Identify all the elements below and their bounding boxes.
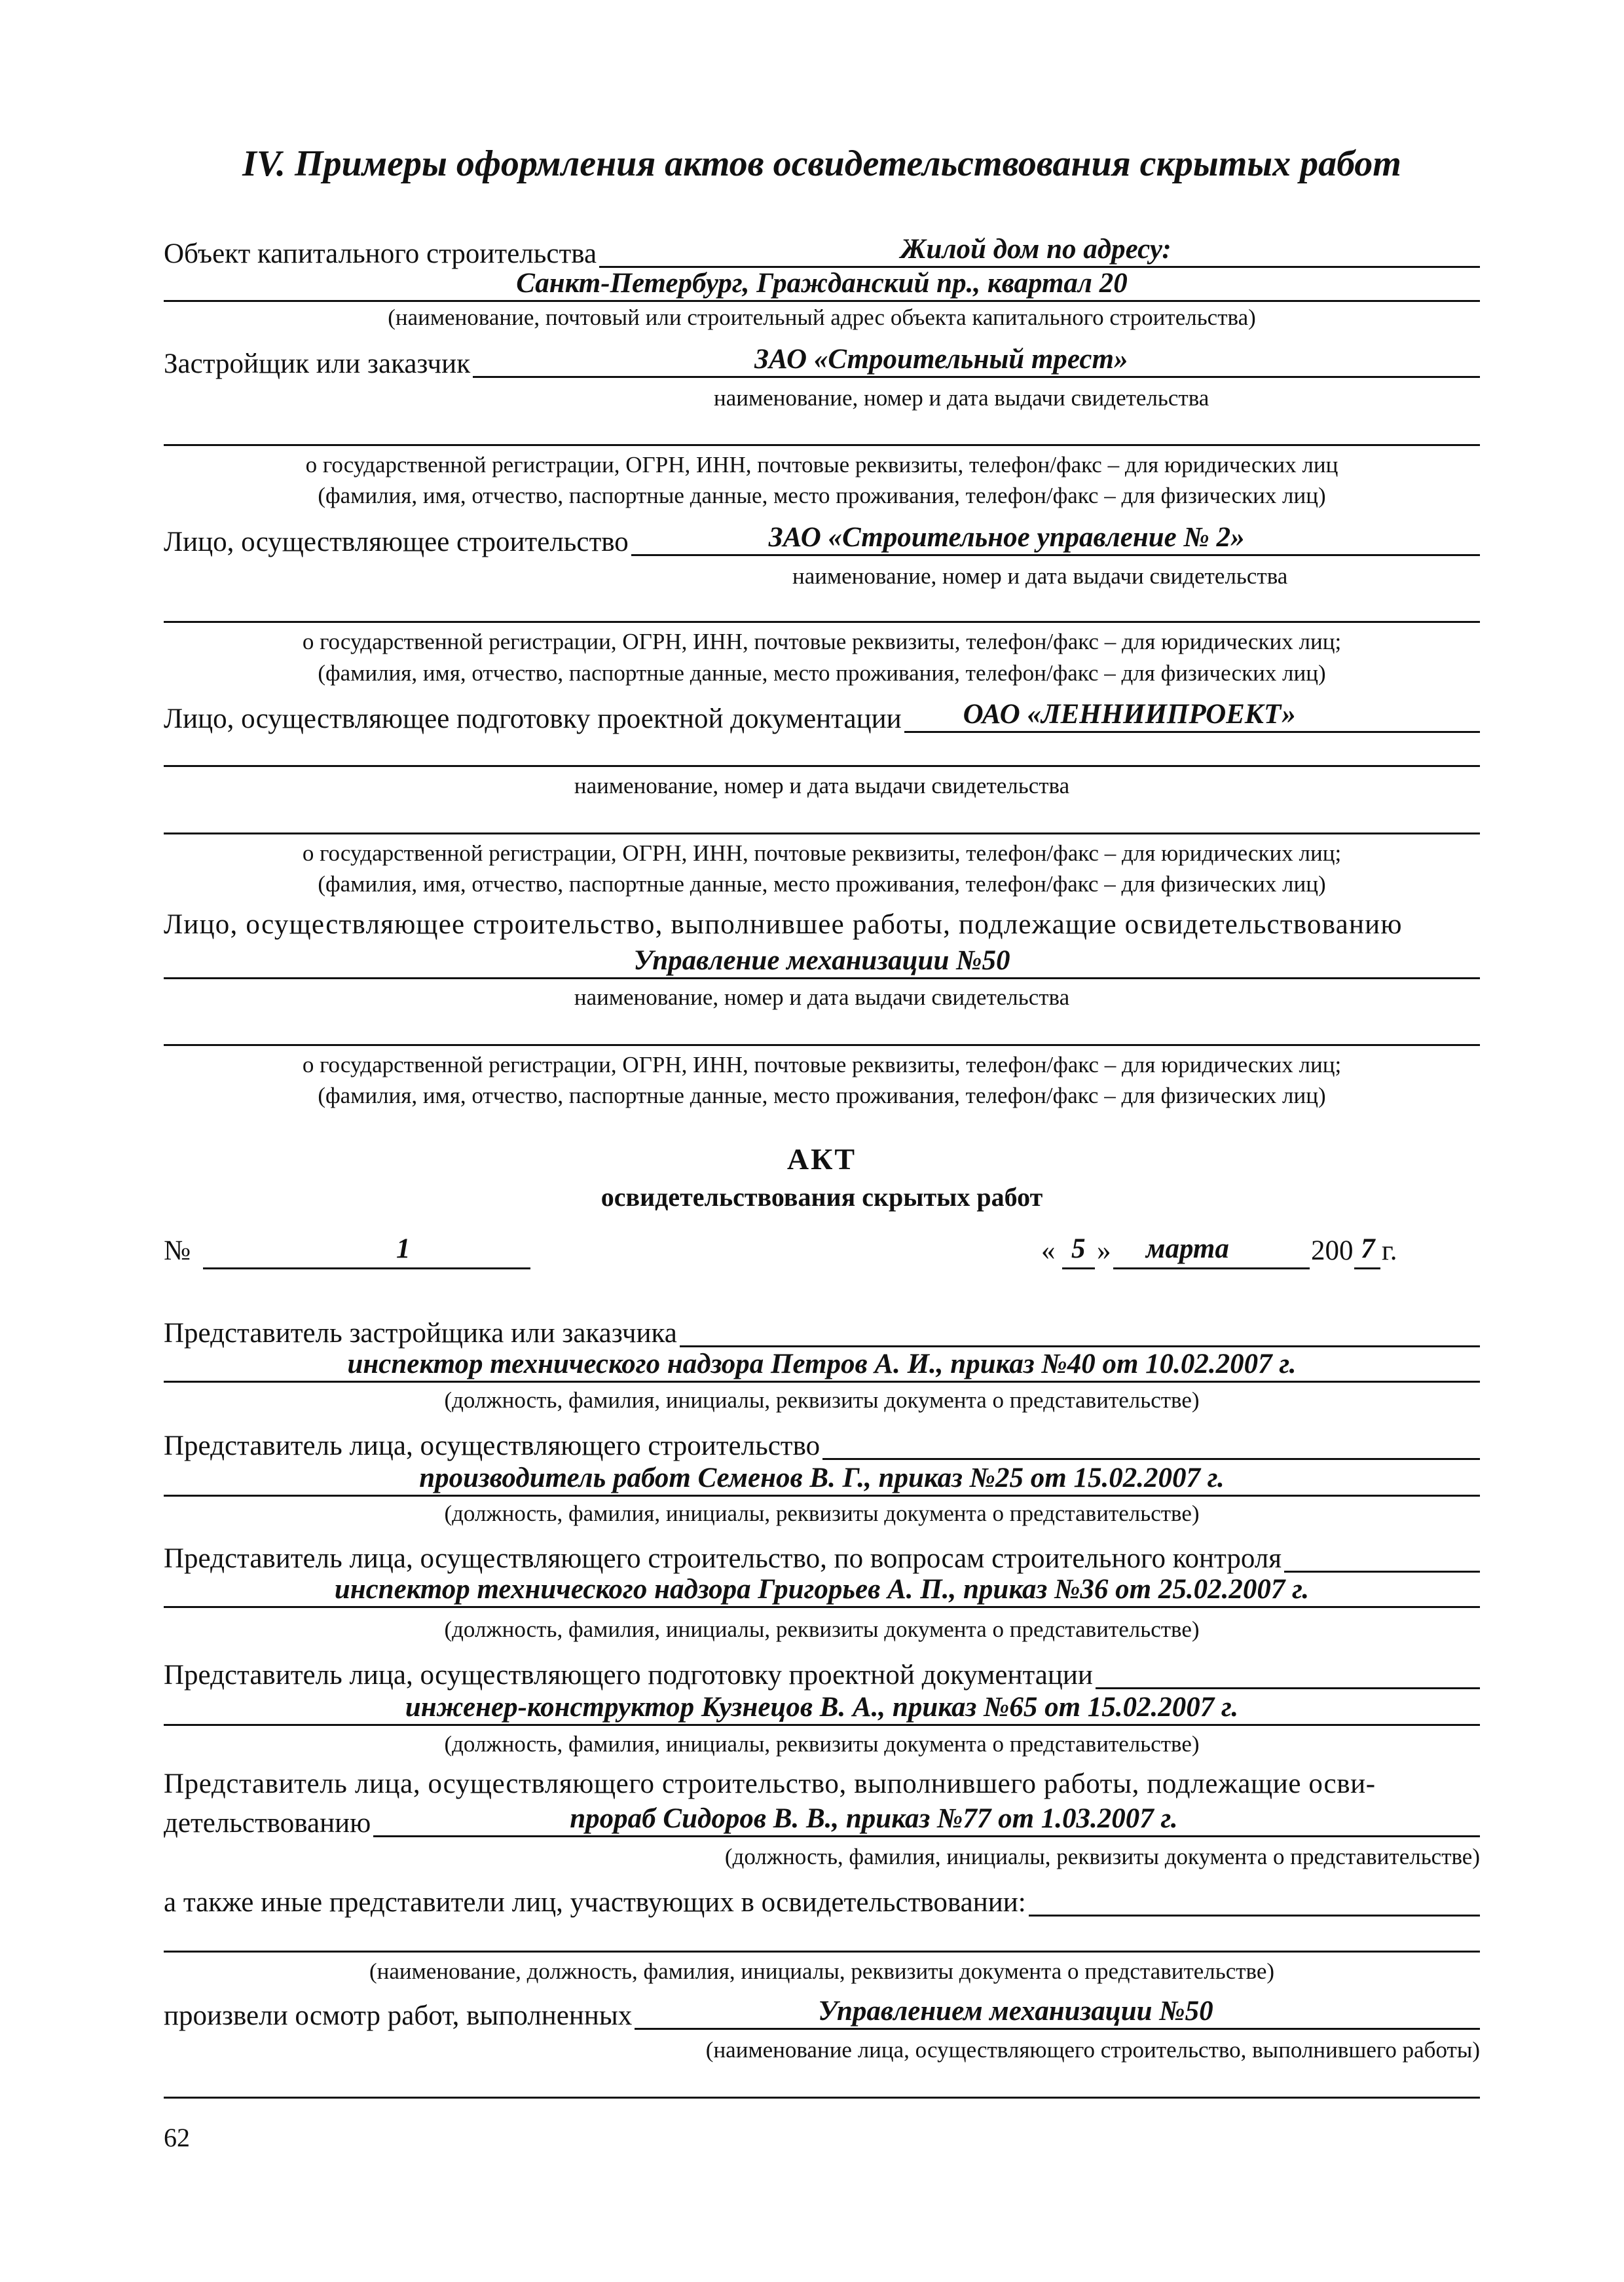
act-month-value: марта bbox=[1146, 1233, 1229, 1264]
others-field[interactable] bbox=[1029, 1884, 1480, 1917]
rep1-caption: (должность, фамилия, инициалы, реквизиты документа о представительстве) bbox=[444, 1387, 1200, 1413]
performer-value-row bbox=[164, 947, 1480, 979]
object-caption: (наименование, почтовый или строительный адрес объекта капитального строительства) bbox=[388, 305, 1256, 330]
performer-caption-legal: о государственной регистрации, ОГРН, ИНН, почтовые реквизиты, телефон/факс – для юридических лиц; bbox=[302, 1052, 1342, 1077]
designer-value: ОАО «ЛЕННИИПРОЕКТ» bbox=[963, 699, 1296, 730]
rep2-caption: (должность, фамилия, инициалы, реквизиты документа о представительстве) bbox=[444, 1501, 1200, 1526]
developer-caption-legal: о государственной регистрации, ОГРН, ИНН, почтовые реквизиты, телефон/факс – для юридических лиц bbox=[305, 452, 1338, 477]
rep3-value: инспектор технического надзора Григорьев А. П., приказ №36 от 25.02.2007 г. bbox=[334, 1574, 1310, 1605]
act-number-label: № bbox=[164, 1235, 191, 1266]
rep2-row bbox=[164, 1428, 1480, 1460]
rep1-value: инспектор технического надзора Петров А. И., приказ №40 от 10.02.2007 г. bbox=[347, 1349, 1297, 1379]
object-row-2 bbox=[164, 270, 1480, 302]
rep4-field-2[interactable] bbox=[164, 1694, 1480, 1726]
act-number-date-row bbox=[164, 1233, 1480, 1269]
rep3-value-row bbox=[164, 1576, 1480, 1608]
performer-row bbox=[164, 910, 1480, 939]
designer-blank-row-2 bbox=[164, 802, 1480, 834]
designer-label: Лицо, осуществляющее подготовку проектной документации bbox=[164, 703, 902, 734]
designer-caption-phys: (фамилия, имя, отчество, паспортные данные, место проживания, телефон/факс – для физических лиц) bbox=[318, 871, 1326, 897]
others-field-2[interactable] bbox=[164, 1920, 1480, 1953]
developer-row bbox=[164, 346, 1480, 378]
rep1-field-2[interactable] bbox=[164, 1351, 1480, 1383]
rep2-value: производитель работ Семенов В. Г., приказ №25 от 15.02.2007 г. bbox=[419, 1463, 1225, 1493]
rep2-field[interactable] bbox=[822, 1428, 1480, 1460]
rep4-value: инженер-конструктор Кузнецов В. А., приказ №65 от 15.02.2007 г. bbox=[405, 1692, 1239, 1723]
others-blank-row bbox=[164, 1920, 1480, 1953]
designer-caption-legal: о государственной регистрации, ОГРН, ИНН, почтовые реквизиты, телефон/факс – для юридических лиц; bbox=[302, 840, 1342, 866]
developer-label: Застройщик или заказчик bbox=[164, 348, 471, 379]
others-caption: (наименование, должность, фамилия, инициалы, реквизиты документа о представительстве) bbox=[369, 1958, 1275, 1984]
inspection-value: Управлением механизации №50 bbox=[818, 1996, 1213, 2027]
act-subheading: освидетельствования скрытых работ bbox=[600, 1182, 1043, 1212]
builder-value: ЗАО «Строительное управление № 2» bbox=[768, 522, 1245, 553]
rep3-field[interactable] bbox=[1284, 1541, 1480, 1573]
rep5-field[interactable] bbox=[373, 1805, 1480, 1837]
rep5-row-2 bbox=[164, 1805, 1480, 1837]
rep1-value-row bbox=[164, 1351, 1480, 1383]
act-date-quote-open: « bbox=[1041, 1235, 1056, 1266]
rep4-row bbox=[164, 1657, 1480, 1689]
rep3-caption: (должность, фамилия, инициалы, реквизиты документа о представительстве) bbox=[444, 1617, 1200, 1642]
rep4-caption: (должность, фамилия, инициалы, реквизиты документа о представительстве) bbox=[444, 1731, 1200, 1757]
rep3-field-2[interactable] bbox=[164, 1576, 1480, 1608]
rep5-label-a: Представитель лица, осуществляющего строительство, выполнившего работы, подлежащие осви- bbox=[164, 1768, 1376, 1799]
object-field-2[interactable] bbox=[164, 270, 1480, 302]
builder-label: Лицо, осуществляющее строительство bbox=[164, 527, 629, 557]
designer-field-2[interactable] bbox=[164, 735, 1480, 767]
performer-value: Управление механизации №50 bbox=[633, 945, 1010, 976]
act-number-field[interactable] bbox=[203, 1233, 530, 1269]
rep2-label: Представитель лица, осуществляющего строительство bbox=[164, 1431, 821, 1461]
developer-field[interactable] bbox=[473, 346, 1480, 378]
designer-blank-row bbox=[164, 735, 1480, 767]
inspection-caption: (наименование лица, осуществляющего строительство, выполнившего работы) bbox=[705, 2037, 1480, 2063]
object-value-2: Санкт-Петербург, Гражданский пр., квартал 20 bbox=[516, 268, 1128, 299]
builder-caption-legal: о государственной регистрации, ОГРН, ИНН, почтовые реквизиты, телефон/факс – для юридических лиц; bbox=[302, 629, 1342, 654]
developer-caption-phys: (фамилия, имя, отчество, паспортные данные, место проживания, телефон/факс – для физических лиц) bbox=[318, 483, 1326, 508]
object-value-1: Жилой дом по адресу: bbox=[900, 234, 1172, 265]
act-date-quote-close: » bbox=[1097, 1235, 1111, 1266]
designer-field[interactable] bbox=[904, 701, 1480, 733]
act-year-digit: 7 bbox=[1361, 1233, 1375, 1264]
builder-caption: наименование, номер и дата выдачи свидетельства bbox=[792, 563, 1288, 589]
performer-caption-phys: (фамилия, имя, отчество, паспортные данные, место проживания, телефон/факс – для физических лиц) bbox=[318, 1083, 1326, 1108]
performer-field-2[interactable] bbox=[164, 1014, 1480, 1046]
designer-field-3[interactable] bbox=[164, 802, 1480, 834]
inspection-label: произвели осмотр работ, выполненных bbox=[164, 2000, 633, 2031]
performer-field[interactable] bbox=[164, 947, 1480, 979]
rep1-label: Представитель застройщика или заказчика bbox=[164, 1318, 677, 1349]
rep2-field-2[interactable] bbox=[164, 1465, 1480, 1497]
developer-blank-row bbox=[164, 414, 1480, 446]
act-day-value: 5 bbox=[1071, 1233, 1086, 1264]
others-row bbox=[164, 1884, 1480, 1917]
rep5-row bbox=[164, 1770, 1480, 1798]
rep3-row bbox=[164, 1541, 1480, 1573]
builder-row bbox=[164, 524, 1480, 556]
act-heading: АКТ bbox=[786, 1142, 857, 1176]
act-year-field[interactable] bbox=[1354, 1233, 1380, 1269]
rep1-row bbox=[164, 1315, 1480, 1347]
builder-caption-phys: (фамилия, имя, отчество, паспортные данные, место проживания, телефон/факс – для физических лиц) bbox=[318, 660, 1326, 686]
rep3-label: Представитель лица, осуществляющего строительство, по вопросам строительного контроля bbox=[164, 1543, 1282, 1574]
object-row bbox=[164, 236, 1480, 268]
rep1-field[interactable] bbox=[680, 1315, 1480, 1347]
inspection-blank-row bbox=[164, 2067, 1480, 2099]
inspection-field[interactable] bbox=[635, 1998, 1480, 2030]
act-day-field[interactable] bbox=[1062, 1233, 1095, 1269]
performer-label: Лицо, осуществляющее строительство, выполнившее работы, подлежащие освидетельствованию bbox=[164, 909, 1403, 940]
page-number: 62 bbox=[164, 2123, 190, 2152]
builder-blank-row bbox=[164, 591, 1480, 623]
developer-caption: наименование, номер и дата выдачи свидетельства bbox=[714, 385, 1209, 411]
designer-caption: наименование, номер и дата выдачи свидетельства bbox=[574, 773, 1070, 798]
inspection-row bbox=[164, 1998, 1480, 2030]
rep5-caption: (должность, фамилия, инициалы, реквизиты документа о представительстве) bbox=[724, 1844, 1480, 1869]
builder-field-2[interactable] bbox=[164, 591, 1480, 623]
act-month-field[interactable] bbox=[1113, 1233, 1310, 1269]
act-year-prefix: 200 bbox=[1311, 1235, 1354, 1266]
developer-field-2[interactable] bbox=[164, 414, 1480, 446]
act-year-suffix: г. bbox=[1382, 1235, 1397, 1266]
performer-blank-row bbox=[164, 1014, 1480, 1046]
rep5-label-b: детельствованию bbox=[164, 1808, 371, 1839]
performer-caption: наименование, номер и дата выдачи свидетельства bbox=[574, 984, 1070, 1010]
others-label: а также иные представители лиц, участвующих в освидетельствовании: bbox=[164, 1887, 1026, 1918]
rep5-value: прораб Сидоров В. В., приказ №77 от 1.03.2007 г. bbox=[570, 1803, 1178, 1834]
act-number-value: 1 bbox=[396, 1233, 411, 1264]
object-field[interactable] bbox=[599, 236, 1480, 268]
designer-row bbox=[164, 701, 1480, 733]
rep2-value-row bbox=[164, 1465, 1480, 1497]
object-label: Объект капитального строительства bbox=[164, 238, 597, 269]
rep4-label: Представитель лица, осуществляющего подготовку проектной документации bbox=[164, 1660, 1093, 1691]
rep4-field[interactable] bbox=[1096, 1657, 1480, 1689]
rep4-value-row bbox=[164, 1694, 1480, 1726]
builder-field[interactable] bbox=[631, 524, 1480, 556]
developer-value: ЗАО «Строительный трест» bbox=[754, 344, 1128, 375]
inspection-field-2[interactable] bbox=[164, 2067, 1480, 2099]
page-title: IV. Примеры оформления актов освидетельствования скрытых работ bbox=[242, 143, 1401, 184]
